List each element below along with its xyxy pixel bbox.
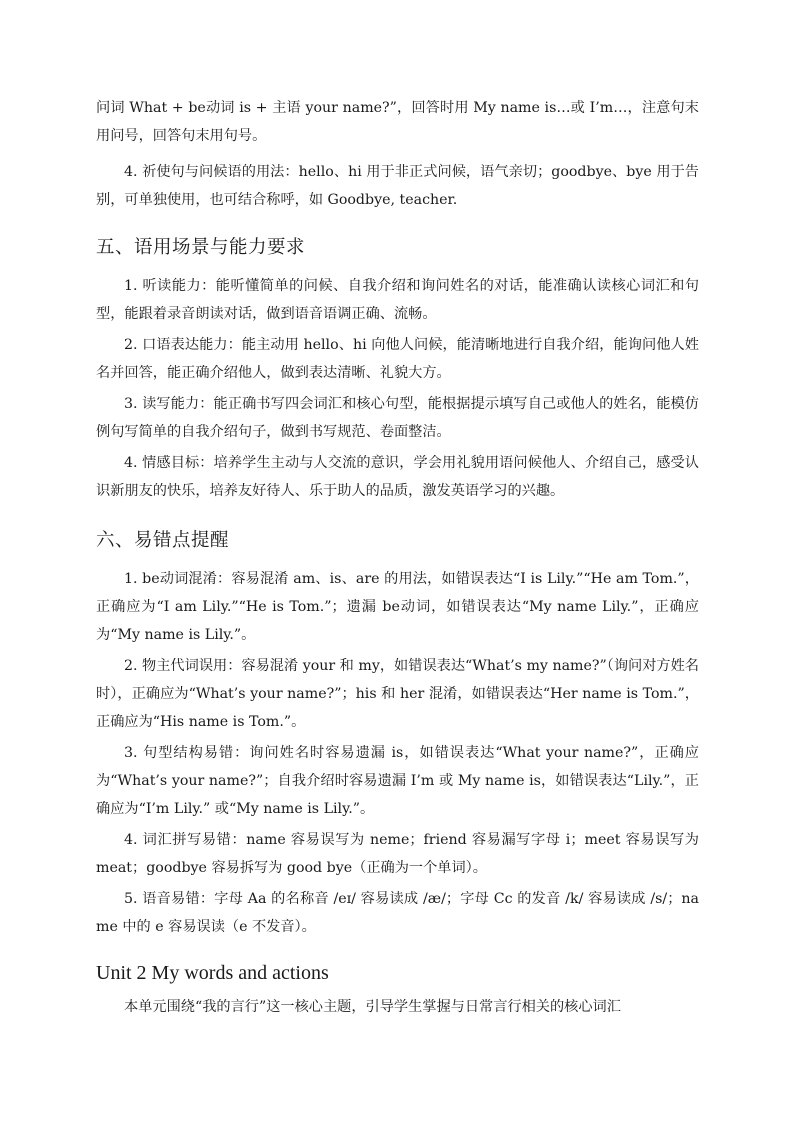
unit-title: Unit 2 My words and actions: [96, 962, 329, 984]
document-page: [96, 94, 699, 1021]
paragraph-sentence-structure-errors: 3. 句型结构易错：询问姓名时容易遗漏 is，如错误表达“What your name?”，正确应为“What’s your name?”；自我介绍时容易遗漏 I’m 或 My name is，如错误表达“Lily.”，正确应为“I’m Lily.” 或“My name is Lily.”。: [96, 745, 699, 817]
section-heading-pragmatics: 五、语用场景与能力要求: [96, 237, 306, 258]
paragraph-unit-intro: 本单元围绕“我的言行”这一核心主题，引导学生掌握与日常言行相关的核心词汇: [124, 999, 621, 1015]
paragraph-reading-writing: 3. 读写能力：能正确书写四会词汇和核心句型，能根据提示填写自己或他人的姓名，能模仿例句写简单的自我介绍句子，做到书写规范、卷面整洁。: [96, 396, 699, 440]
paragraph-be-verb-errors: 1. be动词混淆：容易混淆 am、is、are 的用法，如错误表达“I is Lily.”“He am Tom.”，正确应为“I am Lily.”“He is Tom.”；遗漏 be动词，如错误表达“My name Lily.”，正确应为“My name is Lily.”。: [96, 571, 699, 643]
paragraph-question-sentence-tail: 问词 What + be动词 is + 主语 your name?”，回答时用 My name is…或 I’m…，注意句末用问号，回答句末用句号。: [96, 100, 699, 144]
paragraph-speaking: 2. 口语表达能力：能主动用 hello、hi 向他人问候，能清晰地进行自我介绍，能询问他人姓名并回答，能正确介绍他人，做到表达清晰、礼貌大方。: [96, 337, 699, 381]
paragraph-emotional-goal: 4. 情感目标：培养学生主动与人交流的意识，学会用礼貌用语问候他人、介绍自己，感受认识新朋友的快乐，培养友好待人、乐于助人的品质，激发英语学习的兴趣。: [96, 455, 699, 499]
paragraph-possessive-errors: 2. 物主代词误用：容易混淆 your 和 my，如错误表达“What’s my name?”（询问对方姓名时），正确应为“What’s your name?”；his 和 her 混淆，如错误表达“Her name is Tom.”，正确应为“His name is Tom.”。: [96, 658, 699, 730]
paragraph-pronunciation-errors: 5. 语音易错：字母 Aa 的名称音 /eɪ/ 容易读成 /æ/；字母 Cc 的发音 /k/ 容易读成 /s/；name 中的 e 容易误读（e 不发音）。: [96, 891, 699, 935]
paragraph-listening-reading: 1. 听读能力：能听懂简单的问候、自我介绍和询问姓名的对话，能准确认读核心词汇和句型，能跟着录音朗读对话，做到语音语调正确、流畅。: [96, 278, 699, 322]
paragraph-spelling-errors: 4. 词汇拼写易错：name 容易误写为 neme；friend 容易漏写字母 i；meet 容易误写为 meat；goodbye 容易拆写为 good bye（正确为一个单词）。: [96, 832, 699, 876]
paragraph-greeting-usage: 4. 祈使句与问候语的用法：hello、hi 用于非正式问候，语气亲切；goodbye、bye 用于告别，可单独使用，也可结合称呼，如 Goodbye, teacher.: [96, 164, 699, 208]
section-heading-common-errors: 六、易错点提醒: [96, 530, 230, 551]
